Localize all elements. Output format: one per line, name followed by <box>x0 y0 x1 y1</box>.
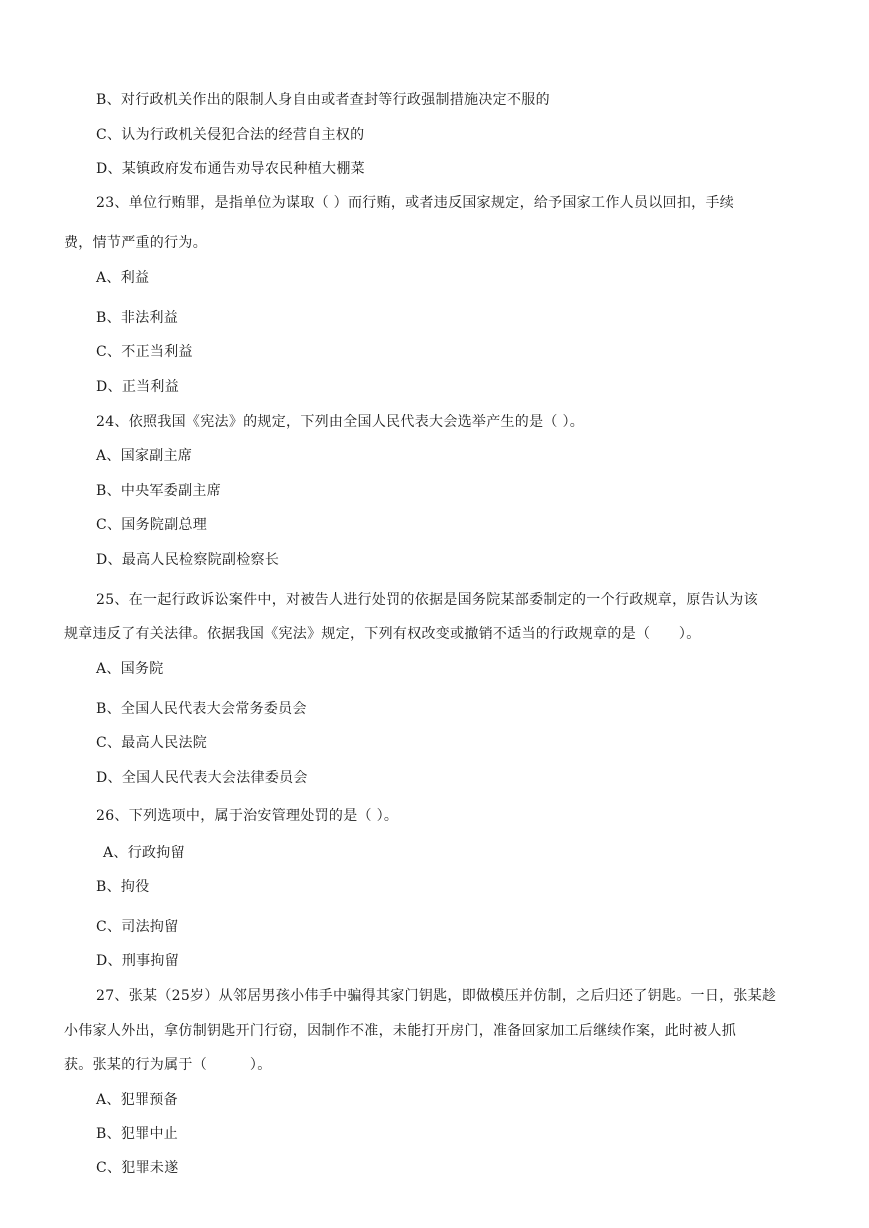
q25-option-b: B、全国人民代表大会常务委员会 <box>96 701 307 717</box>
q23-option-d: D、正当利益 <box>96 379 180 395</box>
q22-option-d: D、某镇政府发布通告劝导农民种植大棚菜 <box>96 161 365 177</box>
q23-stem-cont: 费，情节严重的行为。 <box>64 235 207 251</box>
q24-option-b: B、中央军委副主席 <box>96 483 221 499</box>
q27-stem: 27、张某（25岁）从邻居男孩小伟手中骗得其家门钥匙，即做模压并仿制，之后归还了钥匙。一日，张某趁 <box>96 988 777 1004</box>
q24-option-a: A、国家副主席 <box>96 448 193 464</box>
q24-option-d: D、最高人民检察院副检察长 <box>96 552 280 568</box>
q25-option-d: D、全国人民代表大会法律委员会 <box>96 770 308 786</box>
q25-stem: 25、在一起行政诉讼案件中，对被告人进行处罚的依据是国务院某部委制定的一个行政规章，原告认为该 <box>96 592 758 608</box>
q27-stem-cont-1: 小伟家人外出，拿仿制钥匙开门行窃，因制作不准，未能打开房门，准备回家加工后继续作案，此时被人抓 <box>64 1023 737 1039</box>
q23-option-a: A、利益 <box>96 270 150 286</box>
q26-stem: 26、下列选项中，属于治安管理处罚的是（ ）。 <box>96 808 399 824</box>
q23-option-b: B、非法利益 <box>96 310 179 326</box>
q24-option-c: C、国务院副总理 <box>96 517 208 533</box>
q26-option-c: C、司法拘留 <box>96 919 179 935</box>
q27-option-a: A、犯罪预备 <box>96 1092 178 1108</box>
q25-option-c: C、最高人民法院 <box>96 735 208 751</box>
q26-option-b: B、拘役 <box>96 879 150 895</box>
q24-stem: 24、依照我国《宪法》的规定，下列由全国人民代表大会选举产生的是（ ）。 <box>96 414 585 430</box>
q22-option-c: C、认为行政机关侵犯合法的经营自主权的 <box>96 127 365 143</box>
q26-option-a: A、行政拘留 <box>103 845 185 861</box>
q27-stem-cont-2: 获。张某的行为属于（ ）。 <box>64 1057 272 1073</box>
q27-option-c: C、犯罪未遂 <box>96 1160 179 1176</box>
q27-option-b: B、犯罪中止 <box>96 1126 179 1142</box>
q23-stem: 23、单位行贿罪，是指单位为谋取（ ）而行贿，或者违反国家规定，给予国家工作人员以回扣，手续 <box>96 195 735 211</box>
q25-stem-cont: 规章违反了有关法律。依据我国《宪法》规定，下列有权改变或撤销不适当的行政规章的是（ ）。 <box>64 626 701 642</box>
q26-option-d: D、刑事拘留 <box>96 953 180 969</box>
q25-option-a: A、国务院 <box>96 661 164 677</box>
q23-option-c: C、不正当利益 <box>96 344 193 360</box>
q22-option-b: B、对行政机关作出的限制人身自由或者查封等行政强制措施决定不服的 <box>96 92 550 108</box>
